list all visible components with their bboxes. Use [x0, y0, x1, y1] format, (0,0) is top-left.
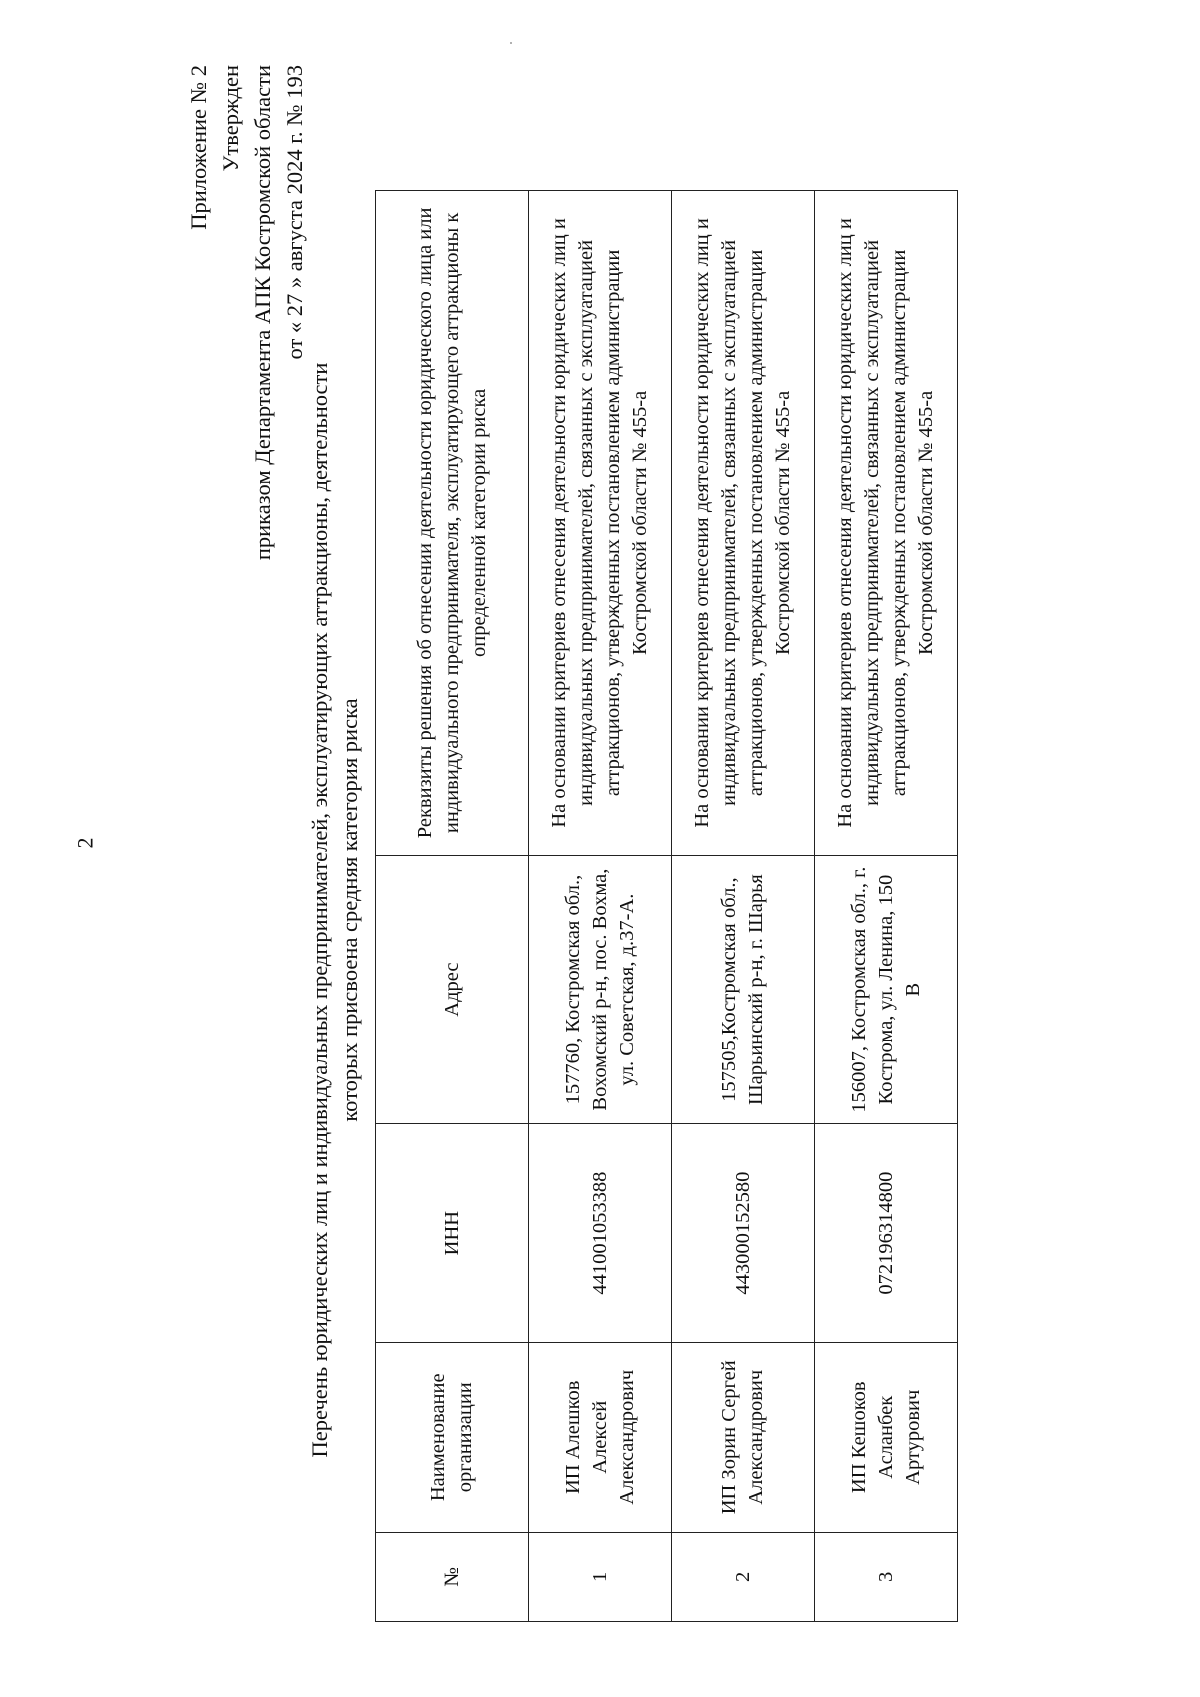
- header-name: Наименование организации: [376, 1342, 529, 1532]
- cell-name: ИП Зорин Сергей Александрович: [672, 1342, 815, 1532]
- order-date-number: от « 27 » августа 2024 г. № 193: [282, 65, 307, 360]
- cell-basis: На основании критериев отнесения деятельности юридических лиц и индивидуальных предпринимателей, связанных с эксплуатацией аттракционов, утвержденных постановлением администрации Костромской области № 455-а: [815, 191, 958, 856]
- document-title: [305, 195, 365, 1625]
- title-line-2: которых присвоена средняя категория риска: [337, 698, 362, 1122]
- cell-basis: На основании критериев отнесения деятельности юридических лиц и индивидуальных предпринимателей, связанных с эксплуатацией аттракционов, утвержденных постановлением администрации Костромской области № 455-а: [672, 191, 815, 856]
- approved-label: Утвержден: [218, 65, 243, 172]
- header-inn: ИНН: [376, 1124, 529, 1342]
- cell-num: 3: [815, 1532, 958, 1621]
- cell-num: 1: [529, 1532, 672, 1621]
- risk-category-table: [375, 190, 958, 1622]
- header-num: №: [376, 1532, 529, 1621]
- page-number: 2: [72, 837, 98, 849]
- cell-name: ИП Алешков Алексей Александрович: [529, 1342, 672, 1532]
- header-address: Адрес: [376, 855, 529, 1124]
- approval-block: [183, 65, 311, 560]
- cell-num: 2: [672, 1532, 815, 1621]
- table-row: [529, 191, 672, 1622]
- cell-address: 157505,Костромская обл., Шарьинский р-н, г. Шарья: [672, 855, 815, 1124]
- header-basis: Реквизиты решения об отнесении деятельности юридического лица или индивидуального предпринимателя, эксплуатирующего аттракционы к определенной категории риска: [376, 191, 529, 856]
- order-issuer: приказом Департамента АПК Костромской области: [250, 65, 275, 561]
- cell-inn: 441001053388: [529, 1124, 672, 1342]
- cell-basis: На основании критериев отнесения деятельности юридических лиц и индивидуальных предпринимателей, связанных с эксплуатацией аттракционов, утвержденных постановлением администрации Костромской области № 455-а: [529, 191, 672, 856]
- table-row: [672, 191, 815, 1622]
- cell-address: 157760, Костромская обл., Вохомский р-н, пос. Вохма, ул. Советская, д.37-А.: [529, 855, 672, 1124]
- table-header-row: [376, 191, 529, 1622]
- cell-inn: 443000152580: [672, 1124, 815, 1342]
- cell-address: 156007, Костромская обл., г. Кострома, ул. Ленина, 150 В: [815, 855, 958, 1124]
- title-line-1: Перечень юридических лиц и индивидуальных предпринимателей, эксплуатирующих аттракционы, деятельности: [307, 362, 332, 1458]
- rotated-page-content: [65, 65, 1135, 1625]
- cell-name: ИП Кешоков Асланбек Артурович: [815, 1342, 958, 1532]
- table-row: [815, 191, 958, 1622]
- scan-speck: [510, 42, 512, 44]
- appendix-label: Приложение № 2: [186, 65, 211, 230]
- cell-inn: 072196314800: [815, 1124, 958, 1342]
